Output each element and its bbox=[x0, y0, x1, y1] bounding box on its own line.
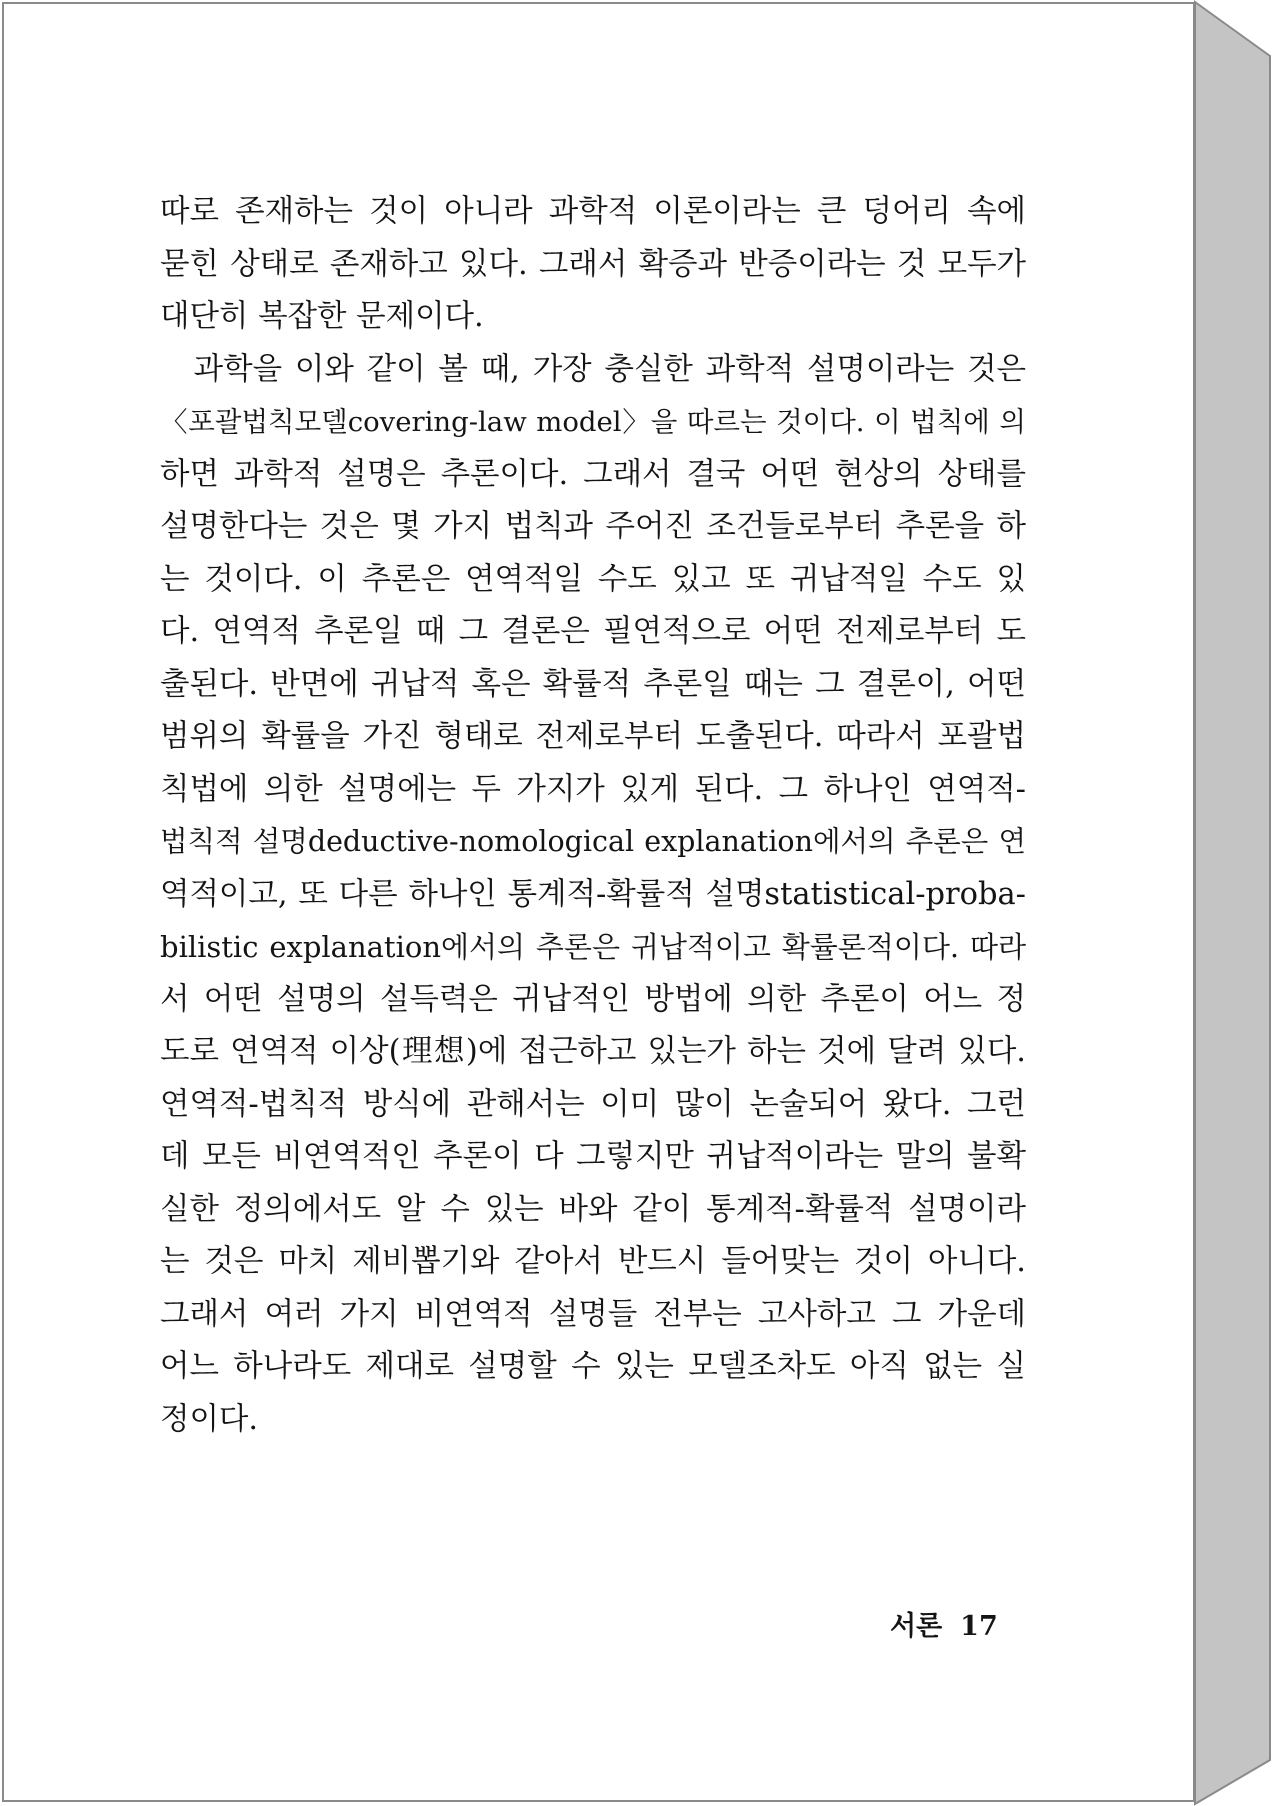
text-line: 그래서 여러 가지 비연역적 설명들 전부는 고사하고 그 가운데 bbox=[160, 1296, 1026, 1332]
text-line: 묻힌 상태로 존재하고 있다. 그래서 확증과 반증이라는 것 모두가 bbox=[160, 246, 1026, 282]
text-line: 연역적-법칙적 방식에 관해서는 이미 많이 논술되어 왔다. 그런 bbox=[160, 1086, 1026, 1122]
text-line: 데 모든 비연역적인 추론이 다 그렇지만 귀납적이라는 말의 불확 bbox=[160, 1139, 1026, 1174]
text-line: 설명한다는 것은 몇 가지 법칙과 주어진 조건들로부터 추론을 하 bbox=[160, 509, 1026, 544]
text-line: 실한 정의에서도 알 수 있는 바와 같이 통계적-확률적 설명이라 bbox=[160, 1191, 1026, 1227]
running-header-section-title: 서론 bbox=[890, 1611, 943, 1642]
page-number: 17 bbox=[960, 1611, 998, 1642]
text-line: 하면 과학적 설명은 추론이다. 그래서 결국 어떤 현상의 상태를 bbox=[160, 456, 1026, 492]
text-line: 어느 하나라도 제대로 설명할 수 있는 모델조차도 아직 없는 실 bbox=[160, 1349, 1026, 1384]
page-edge-side bbox=[1195, 2, 1270, 1804]
text-line: 역적이고, 또 다른 하나인 통계적-확률적 설명statistical-proba- bbox=[160, 876, 1026, 912]
text-line: 〈포괄법칙모델covering-law model〉을 따르는 것이다. 이 법칙에 의 bbox=[160, 406, 1026, 438]
body-text bbox=[160, 186, 1026, 1446]
text-line: 다. 연역적 추론일 때 그 결론은 필연적으로 어떤 전제로부터 도 bbox=[160, 614, 1026, 649]
text-line: 따로 존재하는 것이 아니라 과학적 이론이라는 큰 덩어리 속에 bbox=[160, 194, 1026, 229]
text-line: 서 어떤 설명의 설득력은 귀납적인 방법에 의한 추론이 어느 정 bbox=[160, 981, 1026, 1017]
text-line: 정이다. bbox=[160, 1401, 259, 1437]
text-line: 대단히 복잡한 문제이다. bbox=[160, 299, 484, 334]
text-line: 도로 연역적 이상(理想)에 접근하고 있는가 하는 것에 달려 있다. bbox=[160, 1034, 1026, 1069]
text-line: 칙법에 의한 설명에는 두 가지가 있게 된다. 그 하나인 연역적- bbox=[160, 771, 1026, 807]
text-line: 법칙적 설명deductive-nomological explanation에서의 추론은 연 bbox=[160, 825, 1026, 858]
text-line: 는 것이다. 이 추론은 연역적일 수도 있고 또 귀납적일 수도 있 bbox=[160, 561, 1026, 597]
text-line: 출된다. 반면에 귀납적 혹은 확률적 추론일 때는 그 결론이, 어떤 bbox=[160, 666, 1026, 702]
text-line: 과학을 이와 같이 볼 때, 가장 충실한 과학적 설명이라는 것은 bbox=[160, 351, 1026, 387]
text-line: 범위의 확률을 가진 형태로 전제로부터 도출된다. 따라서 포괄법 bbox=[160, 719, 1026, 754]
text-line: bilistic explanation에서의 추론은 귀납적이고 확률론적이다. 따라 bbox=[160, 930, 1026, 964]
page-footer bbox=[890, 1604, 998, 1643]
text-line: 는 것은 마치 제비뽑기와 같아서 반드시 들어맞는 것이 아니다. bbox=[160, 1244, 1026, 1279]
